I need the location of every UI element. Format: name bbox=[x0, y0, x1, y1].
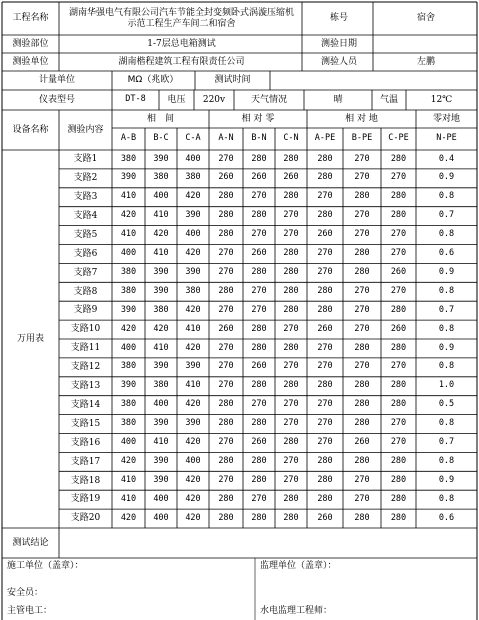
branch-label: 支路7 bbox=[73, 267, 98, 278]
table-cell: 280 bbox=[390, 399, 407, 410]
table-cell: 380 bbox=[120, 418, 137, 429]
table-cell: 420 bbox=[185, 248, 201, 259]
voltage-value: 220v bbox=[202, 94, 226, 105]
branch-label: 支路6 bbox=[73, 248, 98, 259]
table-cell: 280 bbox=[218, 455, 234, 466]
table-cell: 390 bbox=[120, 380, 137, 391]
table-cell: 270 bbox=[218, 474, 234, 485]
table-cell: 270 bbox=[354, 304, 370, 315]
table-cell: 280 bbox=[390, 380, 407, 391]
table-cell: 420 bbox=[185, 191, 201, 202]
table-cell: 280 bbox=[251, 474, 267, 485]
weather-label: 天气情况 bbox=[250, 94, 287, 105]
measure-unit-value: MΩ（兆欧） bbox=[127, 75, 179, 86]
table-cell: 280 bbox=[354, 342, 370, 353]
table-cell: 0.7 bbox=[438, 437, 455, 448]
table-cell: 390 bbox=[185, 210, 201, 221]
table-cell: 280 bbox=[390, 304, 407, 315]
table-cell: 270 bbox=[218, 361, 234, 372]
table-cell: 270 bbox=[218, 153, 234, 164]
test-time-label: 测试时间 bbox=[214, 75, 251, 86]
electrician-label: 主管电工： bbox=[7, 605, 53, 616]
table-cell: 280 bbox=[354, 380, 370, 391]
table-cell: 270 bbox=[390, 437, 407, 448]
table-cell: 410 bbox=[153, 248, 169, 259]
branch-label: 支路10 bbox=[70, 324, 101, 335]
table-cell: 270 bbox=[390, 248, 407, 259]
table-cell: 400 bbox=[153, 493, 169, 504]
table-cell: 380 bbox=[185, 172, 201, 183]
table-cell: 280 bbox=[354, 266, 370, 277]
table-cell: 0.9 bbox=[438, 266, 455, 277]
table-cell: 280 bbox=[317, 210, 333, 221]
table-cell: 280 bbox=[317, 153, 333, 164]
branch-label: 支路9 bbox=[73, 305, 98, 316]
table-cell: 270 bbox=[390, 418, 407, 429]
table-cell: 410 bbox=[185, 323, 201, 334]
table-cell: 280 bbox=[283, 266, 299, 277]
table-cell: 280 bbox=[218, 512, 234, 523]
table-cell: 280 bbox=[283, 512, 299, 523]
table-cell: 400 bbox=[153, 512, 169, 523]
voltage-label: 电压 bbox=[167, 94, 186, 105]
table-cell: 280 bbox=[218, 493, 234, 504]
column-header-b-c: B-C bbox=[153, 133, 169, 144]
table-cell: 270 bbox=[218, 380, 234, 391]
table-cell: 280 bbox=[390, 474, 407, 485]
table-cell: 280 bbox=[218, 399, 234, 410]
table-cell: 420 bbox=[185, 474, 201, 485]
project-label: 工程名称 bbox=[12, 13, 49, 24]
column-header-a-n: A-N bbox=[218, 133, 234, 144]
branch-label: 支路1 bbox=[73, 154, 98, 165]
table-cell: 0.8 bbox=[438, 191, 455, 202]
table-cell: 380 bbox=[120, 361, 137, 372]
device-name: 万用表 bbox=[16, 333, 44, 344]
table-cell: 410 bbox=[153, 437, 169, 448]
table-cell: 420 bbox=[120, 455, 137, 466]
table-cell: 390 bbox=[185, 418, 201, 429]
table-cell: 270 bbox=[218, 248, 234, 259]
table-cell: 270 bbox=[317, 342, 333, 353]
table-cell: 270 bbox=[354, 210, 370, 221]
table-cell: 380 bbox=[153, 304, 169, 315]
unit-value: 湖南楷程建筑工程有限责任公司 bbox=[118, 56, 245, 67]
table-cell: 380 bbox=[153, 380, 169, 391]
table-cell: 390 bbox=[153, 285, 169, 296]
group-phase-to-ground: 相 对 地 bbox=[345, 113, 378, 124]
table-cell: 270 bbox=[390, 285, 407, 296]
date-label: 测验日期 bbox=[320, 38, 357, 49]
table-cell: 280 bbox=[354, 455, 370, 466]
table-cell: 270 bbox=[283, 474, 299, 485]
table-cell: 0.7 bbox=[438, 210, 455, 221]
table-cell: 410 bbox=[153, 342, 169, 353]
table-cell: 270 bbox=[251, 493, 267, 504]
table-cell: 0.8 bbox=[438, 455, 455, 466]
table-cell: 420 bbox=[120, 512, 137, 523]
table-cell: 280 bbox=[283, 342, 299, 353]
table-cell: 0.9 bbox=[438, 474, 455, 485]
table-cell: 270 bbox=[317, 361, 333, 372]
column-header-n-pe: N-PE bbox=[436, 133, 457, 144]
table-cell: 270 bbox=[390, 361, 407, 372]
branch-label: 支路18 bbox=[70, 475, 101, 486]
table-cell: 260 bbox=[354, 437, 370, 448]
table-cell: 270 bbox=[218, 304, 234, 315]
table-cell: 280 bbox=[251, 512, 267, 523]
table-cell: 410 bbox=[120, 191, 137, 202]
table-cell: 0.8 bbox=[438, 493, 455, 504]
table-cell: 400 bbox=[120, 342, 137, 353]
branch-label: 支路4 bbox=[73, 210, 98, 221]
measure-unit-label: 计量单位 bbox=[38, 75, 75, 86]
table-cell: 260 bbox=[390, 266, 407, 277]
date-value bbox=[375, 35, 477, 53]
table-cell: 270 bbox=[283, 455, 299, 466]
table-cell: 260 bbox=[251, 248, 267, 259]
branch-label: 支路11 bbox=[70, 343, 101, 354]
table-cell: 270 bbox=[354, 153, 370, 164]
safety-officer-label: 安全员： bbox=[7, 587, 44, 598]
table-cell: 380 bbox=[120, 266, 137, 277]
unit-label: 测验单位 bbox=[12, 56, 49, 67]
table-cell: 280 bbox=[354, 418, 370, 429]
electrical-supervisor-label: 水电监理工程师： bbox=[260, 605, 333, 616]
table-cell: 260 bbox=[218, 172, 234, 183]
table-cell: 280 bbox=[251, 455, 267, 466]
table-cell: 270 bbox=[317, 191, 333, 202]
branch-label: 支路16 bbox=[70, 437, 101, 448]
table-cell: 400 bbox=[185, 455, 201, 466]
table-cell: 390 bbox=[153, 474, 169, 485]
table-cell: 400 bbox=[185, 153, 201, 164]
table-cell: 280 bbox=[317, 474, 333, 485]
table-cell: 260 bbox=[317, 229, 333, 240]
part-value: 1-7层总电箱测试 bbox=[147, 38, 216, 49]
branch-label: 支路2 bbox=[73, 173, 98, 184]
table-cell: 410 bbox=[185, 380, 201, 391]
table-cell: 280 bbox=[354, 512, 370, 523]
branch-label: 支路13 bbox=[70, 381, 101, 392]
column-header-c-pe: C-PE bbox=[388, 133, 409, 144]
table-cell: 270 bbox=[283, 418, 299, 429]
table-cell: 260 bbox=[283, 172, 299, 183]
group-neutral-to-ground: 零对地 bbox=[432, 113, 460, 124]
table-cell: 410 bbox=[120, 493, 137, 504]
branch-label: 支路12 bbox=[70, 362, 101, 373]
table-cell: 280 bbox=[354, 399, 370, 410]
table-cell: 280 bbox=[317, 455, 333, 466]
table-cell: 420 bbox=[185, 437, 201, 448]
table-cell: 270 bbox=[317, 418, 333, 429]
table-cell: 280 bbox=[283, 380, 299, 391]
table-cell: 280 bbox=[390, 210, 407, 221]
table-cell: 420 bbox=[185, 342, 201, 353]
table-cell: 280 bbox=[283, 153, 299, 164]
table-cell: 0.5 bbox=[438, 399, 455, 410]
table-cell: 400 bbox=[185, 229, 201, 240]
table-cell: 280 bbox=[251, 266, 267, 277]
table-cell: 270 bbox=[354, 323, 370, 334]
table-cell: 0.6 bbox=[438, 248, 455, 259]
branch-label: 支路3 bbox=[73, 192, 98, 203]
table-cell: 390 bbox=[153, 361, 169, 372]
table-cell: 270 bbox=[317, 399, 333, 410]
table-cell: 270 bbox=[251, 304, 267, 315]
project-name: 湖南华强电气有限公司汽车节能全封变频卧式涡漩压缩机示范工程生产车间二和宿舍 bbox=[68, 8, 294, 29]
table-cell: 380 bbox=[185, 285, 201, 296]
table-cell: 380 bbox=[153, 172, 169, 183]
table-cell: 410 bbox=[153, 210, 169, 221]
table-cell: 400 bbox=[120, 437, 137, 448]
table-cell: 410 bbox=[120, 474, 137, 485]
branch-label: 支路20 bbox=[70, 513, 101, 524]
table-cell: 390 bbox=[185, 266, 201, 277]
table-cell: 380 bbox=[120, 153, 137, 164]
branch-label: 支路14 bbox=[70, 399, 101, 410]
table-cell: 280 bbox=[283, 493, 299, 504]
conclusion-value bbox=[59, 528, 477, 558]
table-cell: 0.9 bbox=[438, 172, 455, 183]
column-header-a-b: A-B bbox=[120, 133, 137, 144]
table-cell: 260 bbox=[218, 323, 234, 334]
table-cell: 270 bbox=[283, 361, 299, 372]
table-cell: 0.9 bbox=[438, 342, 455, 353]
table-cell: 390 bbox=[153, 455, 169, 466]
table-cell: 280 bbox=[390, 191, 407, 202]
building-value: 宿舍 bbox=[416, 13, 435, 24]
table-cell: 280 bbox=[218, 418, 234, 429]
table-cell: 270 bbox=[390, 172, 407, 183]
table-cell: 260 bbox=[251, 172, 267, 183]
table-cell: 280 bbox=[283, 248, 299, 259]
table-cell: 280 bbox=[317, 380, 333, 391]
table-cell: 280 bbox=[354, 191, 370, 202]
part-label: 测验部位 bbox=[12, 38, 49, 49]
table-cell: 270 bbox=[317, 248, 333, 259]
table-cell: 400 bbox=[120, 248, 137, 259]
table-cell: 270 bbox=[283, 399, 299, 410]
table-cell: 260 bbox=[317, 323, 333, 334]
table-cell: 280 bbox=[390, 512, 407, 523]
branch-label: 支路17 bbox=[70, 456, 101, 467]
table-cell: 390 bbox=[153, 153, 169, 164]
table-cell: 260 bbox=[251, 437, 267, 448]
table-cell: 270 bbox=[354, 229, 370, 240]
table-cell: 270 bbox=[317, 437, 333, 448]
column-header-c-a: C-A bbox=[185, 133, 201, 144]
table-cell: 0.8 bbox=[438, 418, 455, 429]
tester-value: 左鹏 bbox=[416, 56, 435, 67]
table-cell: 390 bbox=[185, 361, 201, 372]
table-cell: 270 bbox=[354, 474, 370, 485]
table-cell: 280 bbox=[251, 342, 267, 353]
table-cell: 0.4 bbox=[438, 153, 455, 164]
table-cell: 390 bbox=[153, 418, 169, 429]
table-cell: 280 bbox=[390, 493, 407, 504]
column-header-b-pe: B-PE bbox=[351, 133, 373, 144]
table-cell: 280 bbox=[283, 285, 299, 296]
table-cell: 280 bbox=[283, 304, 299, 315]
column-header-a-pe: A-PE bbox=[314, 133, 336, 144]
table-cell: 420 bbox=[185, 304, 201, 315]
table-cell: 280 bbox=[251, 418, 267, 429]
weather-value: 晴 bbox=[333, 94, 343, 105]
building-label: 栋号 bbox=[329, 13, 348, 24]
table-cell: 280 bbox=[251, 323, 267, 334]
table-cell: 0.8 bbox=[438, 285, 455, 296]
table-cell: 270 bbox=[390, 229, 407, 240]
table-cell: 390 bbox=[120, 172, 137, 183]
table-cell: 380 bbox=[120, 399, 137, 410]
table-cell: 280 bbox=[317, 304, 333, 315]
branch-label: 支路5 bbox=[73, 229, 98, 240]
table-cell: 0.8 bbox=[438, 229, 455, 240]
branch-label: 支路15 bbox=[70, 418, 101, 429]
table-cell: 420 bbox=[153, 323, 169, 334]
table-cell: 420 bbox=[120, 210, 137, 221]
table-cell: 270 bbox=[251, 399, 267, 410]
branch-label: 支路19 bbox=[70, 494, 101, 505]
table-cell: 270 bbox=[283, 229, 299, 240]
table-cell: 280 bbox=[390, 153, 407, 164]
conclusion-label: 测试结论 bbox=[12, 537, 49, 548]
table-cell: 270 bbox=[218, 342, 234, 353]
table-cell: 280 bbox=[390, 342, 407, 353]
table-cell: 270 bbox=[283, 323, 299, 334]
device-name-header: 设备名称 bbox=[12, 124, 49, 135]
table-cell: 400 bbox=[153, 191, 169, 202]
column-header-b-n: B-N bbox=[251, 133, 267, 144]
table-cell: 270 bbox=[354, 493, 370, 504]
temperature-label: 气温 bbox=[379, 94, 398, 105]
table-cell: 400 bbox=[153, 399, 169, 410]
table-cell: 270 bbox=[218, 266, 234, 277]
table-cell: 270 bbox=[251, 191, 267, 202]
table-cell: 420 bbox=[185, 399, 201, 410]
table-cell: 410 bbox=[120, 229, 137, 240]
table-cell: 1.0 bbox=[438, 380, 455, 391]
table-cell: 280 bbox=[251, 210, 267, 221]
table-cell: 270 bbox=[251, 285, 267, 296]
table-cell: 280 bbox=[218, 285, 234, 296]
table-cell: 420 bbox=[120, 323, 137, 334]
supervision-unit-stamp: 监理单位（盖章）： bbox=[260, 560, 337, 571]
table-cell: 280 bbox=[317, 172, 333, 183]
table-cell: 280 bbox=[218, 191, 234, 202]
table-cell: 390 bbox=[120, 304, 137, 315]
instrument-model-label: 仪表型号 bbox=[38, 94, 75, 105]
table-cell: 0.7 bbox=[438, 304, 455, 315]
group-phase-to-neutral: 相 对 零 bbox=[241, 113, 275, 124]
temperature-value: 12℃ bbox=[430, 94, 453, 105]
tester-label: 测验人员 bbox=[320, 56, 357, 67]
table-cell: 280 bbox=[218, 229, 234, 240]
test-time-value bbox=[270, 71, 477, 90]
table-cell: 420 bbox=[185, 512, 201, 523]
table-cell: 260 bbox=[390, 323, 407, 334]
table-cell: 270 bbox=[218, 437, 234, 448]
table-cell: 280 bbox=[317, 493, 333, 504]
branch-label: 支路8 bbox=[73, 286, 98, 297]
group-phase-to-phase: 相 间 bbox=[146, 113, 174, 124]
table-cell: 280 bbox=[317, 285, 333, 296]
table-cell: 260 bbox=[251, 361, 267, 372]
instrument-model-value: DT-8 bbox=[125, 94, 146, 105]
table-cell: 280 bbox=[218, 210, 234, 221]
table-cell: 390 bbox=[153, 266, 169, 277]
table-cell: 420 bbox=[185, 493, 201, 504]
table-cell: 280 bbox=[354, 248, 370, 259]
table-cell: 270 bbox=[283, 210, 299, 221]
table-cell: 280 bbox=[390, 455, 407, 466]
table-cell: 270 bbox=[251, 229, 267, 240]
table-cell: 0.6 bbox=[438, 512, 455, 523]
table-cell: 280 bbox=[283, 191, 299, 202]
test-content-header: 测验内容 bbox=[67, 124, 104, 135]
table-cell: 0.8 bbox=[438, 361, 455, 372]
table-cell: 420 bbox=[153, 229, 169, 240]
construction-unit-stamp: 施工单位（盖章）： bbox=[7, 560, 84, 571]
column-header-c-n: C-N bbox=[283, 133, 299, 144]
table-cell: 270 bbox=[354, 361, 370, 372]
table-cell: 270 bbox=[317, 266, 333, 277]
table-cell: 270 bbox=[354, 172, 370, 183]
table-cell: 260 bbox=[317, 512, 333, 523]
table-cell: 270 bbox=[354, 285, 370, 296]
table-cell: 280 bbox=[251, 153, 267, 164]
table-cell: 0.8 bbox=[438, 323, 455, 334]
table-cell: 380 bbox=[120, 285, 137, 296]
table-cell: 280 bbox=[251, 380, 267, 391]
table-cell: 280 bbox=[283, 437, 299, 448]
